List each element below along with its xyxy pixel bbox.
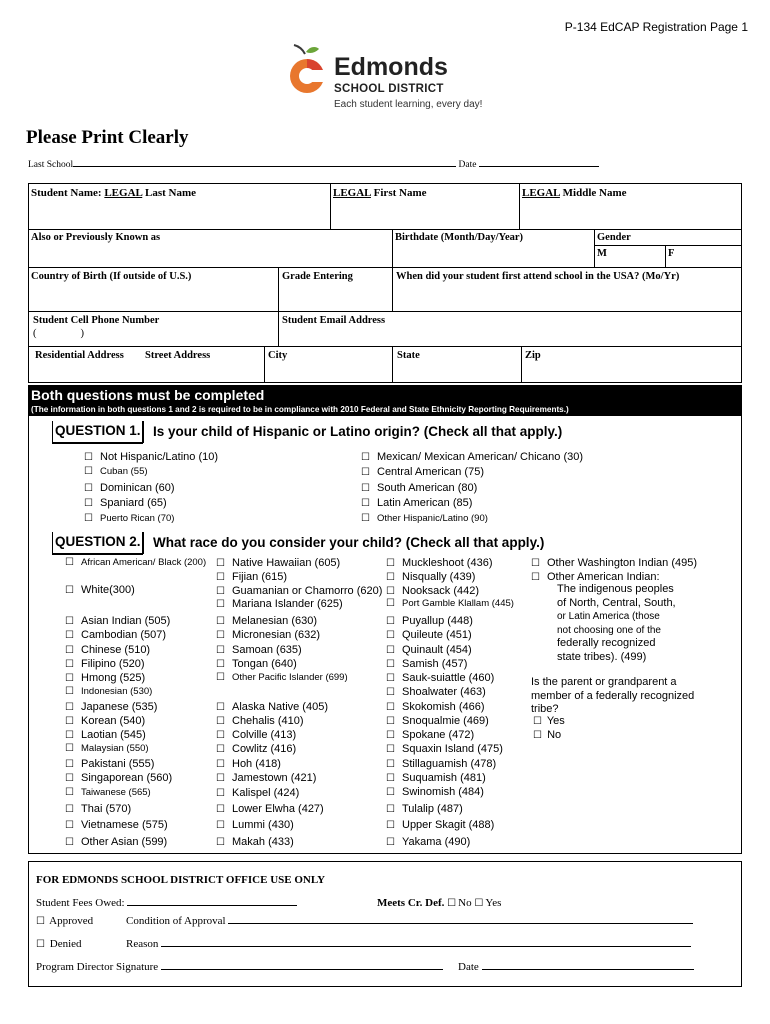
checkbox-option[interactable]	[216, 571, 287, 583]
checkbox-option[interactable]	[216, 557, 340, 569]
checkbox-icon[interactable]: ☐	[386, 558, 395, 569]
checkbox-option[interactable]	[65, 629, 166, 641]
zip-field[interactable]: Zip	[525, 350, 541, 361]
banner-title: Both questions must be completed	[31, 387, 265, 403]
option-label: Mexican/ Mexican American/ Chicano (30)	[377, 451, 584, 463]
checkbox-icon[interactable]: ☐	[65, 585, 74, 596]
option-label: South American (80)	[377, 482, 478, 494]
option-label: Chinese (510)	[81, 644, 151, 656]
checkbox-icon[interactable]: ☐	[216, 716, 225, 727]
checkbox-option[interactable]	[84, 513, 174, 524]
checkbox-icon[interactable]: ☐	[65, 702, 74, 713]
option-label: Spaniard (65)	[100, 497, 167, 509]
checkbox-icon: ☐	[533, 730, 542, 741]
checkbox-option[interactable]	[65, 686, 152, 697]
gender-m[interactable]: M	[597, 248, 607, 259]
option-label: Quileute (451)	[402, 629, 472, 641]
option-label: Indonesian (530)	[81, 686, 153, 697]
checkbox-option[interactable]	[386, 686, 486, 698]
checkbox-icon[interactable]: ☐	[386, 586, 395, 597]
option-label: Laotian (545)	[81, 729, 146, 741]
option-label: Skokomish (466)	[402, 701, 485, 713]
option-label: Other Pacific Islander (699)	[232, 672, 348, 683]
option-label: Samoan (635)	[232, 644, 302, 656]
checkbox-icon[interactable]: ☐	[386, 837, 395, 848]
checkbox-icon[interactable]: ☐	[216, 572, 225, 583]
checkbox-icon[interactable]: ☐	[386, 787, 395, 798]
checkbox-option[interactable]	[531, 557, 697, 569]
approved-checkbox[interactable]: ☐ Approved	[36, 915, 94, 927]
checkbox-icon[interactable]: ☐	[361, 513, 370, 524]
checkbox-option[interactable]	[361, 513, 488, 524]
checkbox-option[interactable]	[84, 482, 175, 494]
option-label: Swinomish (484)	[402, 786, 484, 798]
checkbox-icon[interactable]: ☐	[386, 820, 395, 831]
checkbox-icon[interactable]: ☐	[386, 759, 395, 770]
checkbox-icon[interactable]: ☐	[386, 730, 395, 741]
checkbox-icon[interactable]: ☐	[65, 686, 74, 697]
option-label: Central American (75)	[377, 466, 484, 478]
grade-entering-field[interactable]: Grade Entering	[282, 271, 353, 282]
option-label: Japanese (535)	[81, 701, 158, 713]
state-field[interactable]: State	[397, 350, 420, 361]
checkbox-option[interactable]	[84, 497, 167, 509]
aka-field[interactable]: Also or Previously Known as	[31, 232, 161, 243]
checkbox-icon[interactable]: ☐	[216, 616, 225, 627]
option-label: Latin American (85)	[377, 497, 473, 509]
condition-field[interactable]: Condition of Approval	[126, 915, 693, 927]
checkbox-option[interactable]	[386, 803, 463, 815]
option-label: Malaysian (550)	[81, 743, 149, 754]
checkbox-option[interactable]	[65, 584, 135, 596]
checkbox-icon[interactable]: ☐	[65, 659, 74, 670]
checkbox-option[interactable]	[216, 803, 324, 815]
checkbox-icon[interactable]: ☐	[216, 645, 225, 656]
option-label: Snoqualmie (469)	[402, 715, 489, 727]
checkbox-option[interactable]	[386, 743, 503, 755]
checkbox-icon[interactable]: ☐	[65, 759, 74, 770]
option-label: Vietnamese (575)	[81, 819, 168, 831]
option-label: Chehalis (410)	[232, 715, 304, 727]
option-label: Singaporean (560)	[81, 772, 173, 784]
checkbox-option[interactable]	[216, 772, 316, 784]
residential-address-label: Residential Address	[35, 350, 124, 361]
option-label: Korean (540)	[81, 715, 146, 727]
checkbox-icon[interactable]: ☐	[361, 452, 370, 463]
checkbox-icon[interactable]: ☐	[65, 730, 74, 741]
logo-subtitle: SCHOOL DISTRICT	[334, 83, 444, 95]
requirements-banner	[28, 385, 742, 416]
checkbox-option[interactable]	[386, 615, 473, 627]
option-label: Other Asian (599)	[81, 836, 168, 848]
denied-checkbox[interactable]: ☐ Denied	[36, 938, 82, 950]
checkbox-option[interactable]	[386, 598, 514, 609]
checkbox-icon[interactable]: ☐	[386, 572, 395, 583]
checkbox-icon[interactable]: ☐	[65, 804, 74, 815]
country-of-birth-field[interactable]: Country of Birth (If outside of U.S.)	[31, 271, 192, 282]
checkbox-icon[interactable]: ☐	[386, 659, 395, 670]
checkbox-icon[interactable]: ☐	[216, 630, 225, 641]
tribe-yes-checkbox[interactable]: ☐ Yes	[533, 715, 565, 727]
checkbox-icon[interactable]: ☐	[386, 616, 395, 627]
option-label: Samish (457)	[402, 658, 468, 670]
checkbox-option[interactable]	[386, 701, 485, 713]
checkbox-icon[interactable]: ☐	[361, 498, 370, 509]
checkbox-icon[interactable]: ☐	[84, 483, 93, 494]
checkbox-icon: ☐	[533, 716, 542, 727]
student-first-name-field[interactable]: LEGAL First Name	[333, 187, 427, 199]
checkbox-icon[interactable]: ☐	[216, 788, 225, 799]
option-label: Quinault (454)	[402, 644, 472, 656]
checkbox-option[interactable]	[65, 715, 145, 727]
checkbox-icon[interactable]: ☐	[65, 673, 74, 684]
checkbox-icon: ☐	[36, 916, 45, 927]
checkbox-option[interactable]	[65, 743, 149, 754]
option-label: Cuban (55)	[100, 466, 148, 477]
option-label: Micronesian (632)	[232, 629, 321, 641]
checkbox-option[interactable]	[361, 482, 477, 494]
checkbox-icon: ☐	[36, 939, 45, 950]
last-school-input[interactable]	[73, 166, 456, 167]
checkbox-option[interactable]	[84, 451, 218, 463]
office-use-title: FOR EDMONDS SCHOOL DISTRICT OFFICE USE ONLY	[36, 874, 326, 886]
option-label: Other Hispanic/Latino (90)	[377, 513, 488, 524]
checkbox-icon[interactable]: ☐	[65, 716, 74, 727]
checkbox-option[interactable]	[216, 758, 281, 770]
option-label: Stillaguamish (478)	[402, 758, 497, 770]
checkbox-option[interactable]	[216, 701, 328, 713]
student-fees-field[interactable]: Student Fees Owed:	[36, 897, 297, 909]
meets-cr-def[interactable]: Meets Cr. Def. ☐ No ☐ Yes	[377, 897, 502, 909]
checkbox-option[interactable]	[386, 715, 489, 727]
option-label: Melanesian (630)	[232, 615, 317, 627]
checkbox-icon[interactable]: ☐	[65, 773, 74, 784]
checkbox-icon[interactable]: ☐	[65, 837, 74, 848]
checkbox-icon[interactable]: ☐	[386, 645, 395, 656]
option-label: Puerto Rican (70)	[100, 513, 175, 524]
checkbox-icon[interactable]: ☐	[65, 645, 74, 656]
checkbox-option[interactable]	[361, 497, 472, 509]
option-label: Spokane (472)	[402, 729, 475, 741]
checkbox-option[interactable]	[65, 672, 145, 684]
option-label: Pakistani (555)	[81, 758, 155, 770]
option-label: Upper Skagit (488)	[402, 819, 495, 831]
option-label: Muckleshoot (436)	[402, 557, 493, 569]
checkbox-option[interactable]	[216, 819, 294, 831]
checkbox-icon: ☐	[474, 898, 484, 909]
option-label: White(300)	[81, 584, 135, 596]
checkbox-icon[interactable]: ☐	[386, 598, 395, 609]
checkbox-option[interactable]	[65, 803, 131, 815]
checkbox-option[interactable]	[386, 758, 496, 770]
checkbox-icon[interactable]: ☐	[386, 630, 395, 641]
last-school-label: Last School	[28, 160, 74, 170]
checkbox-option[interactable]	[216, 672, 348, 683]
logo-tagline: Each student learning, every day!	[334, 99, 483, 110]
birthdate-field[interactable]: Birthdate (Month/Day/Year)	[395, 232, 524, 243]
checkbox-icon[interactable]: ☐	[216, 804, 225, 815]
question-2-label: QUESTION 2.	[52, 532, 144, 554]
checkbox-option[interactable]	[216, 629, 320, 641]
checkbox-option[interactable]	[386, 772, 486, 784]
option-label: Port Gamble Klallam (445)	[402, 598, 514, 609]
checkbox-option[interactable]	[65, 836, 167, 848]
option-label: Nisqually (439)	[402, 571, 476, 583]
checkbox-option[interactable]	[216, 743, 296, 755]
student-last-name-field[interactable]: Student Name: LEGAL Last Name	[31, 187, 197, 199]
reason-field[interactable]: Reason	[126, 938, 691, 950]
checkbox-option[interactable]	[216, 729, 296, 741]
checkbox-icon[interactable]: ☐	[216, 820, 225, 831]
checkbox-option[interactable]	[84, 466, 148, 477]
checkbox-option[interactable]	[216, 585, 382, 597]
checkbox-option[interactable]	[65, 787, 151, 798]
date-input[interactable]	[479, 166, 599, 167]
office-date-field[interactable]: Date	[458, 961, 694, 973]
checkbox-option[interactable]	[65, 819, 168, 831]
option-label: Yakama (490)	[402, 836, 471, 848]
checkbox-option[interactable]	[531, 571, 660, 583]
checkbox-option[interactable]	[65, 615, 170, 627]
checkbox-icon[interactable]: ☐	[386, 773, 395, 784]
checkbox-icon[interactable]: ☐	[65, 787, 74, 798]
option-label: Kalispel (424)	[232, 787, 300, 799]
date-label: Date	[458, 160, 477, 170]
checkbox-icon[interactable]: ☐	[84, 498, 93, 509]
district-logo	[288, 44, 488, 114]
checkbox-icon[interactable]: ☐	[216, 744, 225, 755]
option-label: Makah (433)	[232, 836, 294, 848]
checkbox-option[interactable]	[386, 571, 475, 583]
student-email-field[interactable]: Student Email Address	[282, 315, 386, 326]
checkbox-icon[interactable]: ☐	[216, 672, 225, 683]
checkbox-icon[interactable]: ☐	[386, 673, 395, 684]
checkbox-icon[interactable]: ☐	[216, 702, 225, 713]
checkbox-option[interactable]	[386, 644, 472, 656]
gender-label: Gender	[597, 232, 631, 243]
other-american-indian-note: The indigenous peoples of North, Central, South, or Latin America (those not choosing one of the federally recognized state tribes). (499)	[557, 583, 676, 663]
checkbox-option[interactable]	[65, 729, 146, 741]
option-label: Jamestown (421)	[232, 772, 317, 784]
option-label: Tulalip (487)	[402, 803, 463, 815]
checkbox-option[interactable]	[386, 729, 474, 741]
city-field[interactable]: City	[268, 350, 288, 361]
option-label: Other Washington Indian (495)	[547, 557, 698, 569]
checkbox-option[interactable]	[386, 557, 493, 569]
checkbox-icon[interactable]: ☐	[216, 659, 225, 670]
option-label: Taiwanese (565)	[81, 787, 151, 798]
tribe-no-checkbox[interactable]: ☐ No	[533, 729, 562, 741]
option-label: Puyallup (448)	[402, 615, 473, 627]
checkbox-icon[interactable]: ☐	[216, 759, 225, 770]
first-attend-field[interactable]: When did your student first attend school in the USA? (Mo/Yr)	[396, 271, 680, 282]
banner-subtitle: (The information in both questions 1 and 2 is required to be in compliance with 2010 Federal and State Ethnicity Reporting Requirements.)	[31, 405, 569, 414]
option-label: Native Hawaiian (605)	[232, 557, 341, 569]
option-label: Hoh (418)	[232, 758, 281, 770]
checkbox-option[interactable]	[216, 615, 317, 627]
gender-f[interactable]: F	[668, 248, 675, 259]
checkbox-icon[interactable]: ☐	[216, 586, 225, 597]
logo-name: Edmonds	[334, 53, 448, 81]
checkbox-option[interactable]	[216, 715, 304, 727]
checkbox-icon[interactable]: ☐	[361, 467, 370, 478]
checkbox-icon[interactable]: ☐	[386, 687, 395, 698]
checkbox-icon[interactable]: ☐	[531, 572, 540, 583]
question-1-label: QUESTION 1.	[52, 421, 144, 443]
checkbox-option[interactable]	[65, 772, 172, 784]
checkbox-option[interactable]	[216, 644, 302, 656]
checkbox-icon[interactable]: ☐	[65, 630, 74, 641]
checkbox-icon[interactable]: ☐	[531, 558, 540, 569]
option-label: Cowlitz (416)	[232, 743, 297, 755]
checkbox-icon[interactable]: ☐	[216, 730, 225, 741]
checkbox-icon[interactable]: ☐	[84, 513, 93, 524]
checkbox-icon[interactable]: ☐	[65, 616, 74, 627]
option-label: Guamanian or Chamorro (620)	[232, 585, 383, 597]
tribe-parent-question: Is the parent or grandparent a member of a federally recognized tribe?	[531, 676, 695, 715]
checkbox-option[interactable]	[65, 758, 154, 770]
option-label: Squaxin Island (475)	[402, 743, 503, 755]
option-label: Suquamish (481)	[402, 772, 486, 784]
checkbox-icon[interactable]: ☐	[216, 599, 225, 610]
option-label: Mariana Islander (625)	[232, 598, 343, 610]
option-label: Other American Indian:	[547, 571, 660, 583]
checkbox-option[interactable]	[386, 836, 470, 848]
option-label: Lummi (430)	[232, 819, 294, 831]
street-address-field[interactable]: Street Address	[145, 350, 211, 361]
option-label: Not Hispanic/Latino (10)	[100, 451, 219, 463]
checkbox-option[interactable]	[386, 658, 467, 670]
checkbox-icon[interactable]: ☐	[65, 820, 74, 831]
question-2-text: What race do you consider your child? (Check all that apply.)	[153, 535, 545, 550]
checkbox-option[interactable]	[386, 786, 484, 798]
option-label: Dominican (60)	[100, 482, 175, 494]
option-label: African American/ Black (200)	[81, 557, 207, 568]
checkbox-option[interactable]	[216, 787, 299, 799]
checkbox-option[interactable]	[386, 819, 494, 831]
checkbox-icon[interactable]: ☐	[65, 743, 74, 754]
area-code-field[interactable]: ( )	[33, 328, 84, 339]
option-label: Thai (570)	[81, 803, 132, 815]
checkbox-icon[interactable]: ☐	[216, 773, 225, 784]
question-1-text: Is your child of Hispanic or Latino origin? (Check all that apply.)	[153, 424, 563, 439]
page-label: P-134 EdCAP Registration Page 1	[564, 20, 748, 34]
checkbox-option[interactable]	[386, 629, 472, 641]
option-label: Cambodian (507)	[81, 629, 166, 641]
checkbox-icon[interactable]: ☐	[216, 837, 225, 848]
director-signature-field[interactable]: Program Director Signature	[36, 961, 443, 973]
option-label: Hmong (525)	[81, 672, 146, 684]
checkbox-option[interactable]	[361, 451, 583, 463]
apple-logo-icon	[288, 44, 330, 98]
option-label: Filipino (520)	[81, 658, 145, 670]
checkbox-icon[interactable]: ☐	[386, 804, 395, 815]
option-label: Lower Elwha (427)	[232, 803, 324, 815]
checkbox-icon[interactable]: ☐	[84, 452, 93, 463]
checkbox-icon[interactable]: ☐	[386, 716, 395, 727]
checkbox-icon[interactable]: ☐	[386, 744, 395, 755]
checkbox-option[interactable]	[386, 585, 479, 597]
checkbox-option[interactable]	[361, 466, 484, 478]
option-label: Colville (413)	[232, 729, 297, 741]
option-label: Nooksack (442)	[402, 585, 480, 597]
checkbox-option[interactable]	[216, 658, 297, 670]
checkbox-icon[interactable]: ☐	[65, 557, 74, 568]
option-label: Tongan (640)	[232, 658, 297, 670]
checkbox-option[interactable]	[216, 836, 294, 848]
option-label: Shoalwater (463)	[402, 686, 486, 698]
option-label: Alaska Native (405)	[232, 701, 328, 713]
checkbox-option[interactable]	[386, 672, 494, 684]
student-middle-name-field[interactable]: LEGAL Middle Name	[522, 187, 627, 199]
checkbox-icon[interactable]: ☐	[84, 466, 93, 477]
checkbox-icon[interactable]: ☐	[386, 702, 395, 713]
option-label: Fijian (615)	[232, 571, 288, 583]
page-title: Please Print Clearly	[26, 127, 189, 148]
cell-phone-field[interactable]: Student Cell Phone Number	[33, 315, 160, 326]
student-info-grid	[28, 183, 742, 383]
option-label: Sauk-suiattle (460)	[402, 672, 495, 684]
checkbox-icon: ☐	[447, 898, 457, 909]
checkbox-option[interactable]	[216, 598, 343, 610]
checkbox-icon[interactable]: ☐	[361, 483, 370, 494]
checkbox-option[interactable]	[65, 557, 206, 568]
checkbox-option[interactable]	[65, 644, 150, 656]
checkbox-icon[interactable]: ☐	[216, 558, 225, 569]
checkbox-option[interactable]	[65, 658, 145, 670]
option-label: Asian Indian (505)	[81, 615, 171, 627]
checkbox-option[interactable]	[65, 701, 157, 713]
